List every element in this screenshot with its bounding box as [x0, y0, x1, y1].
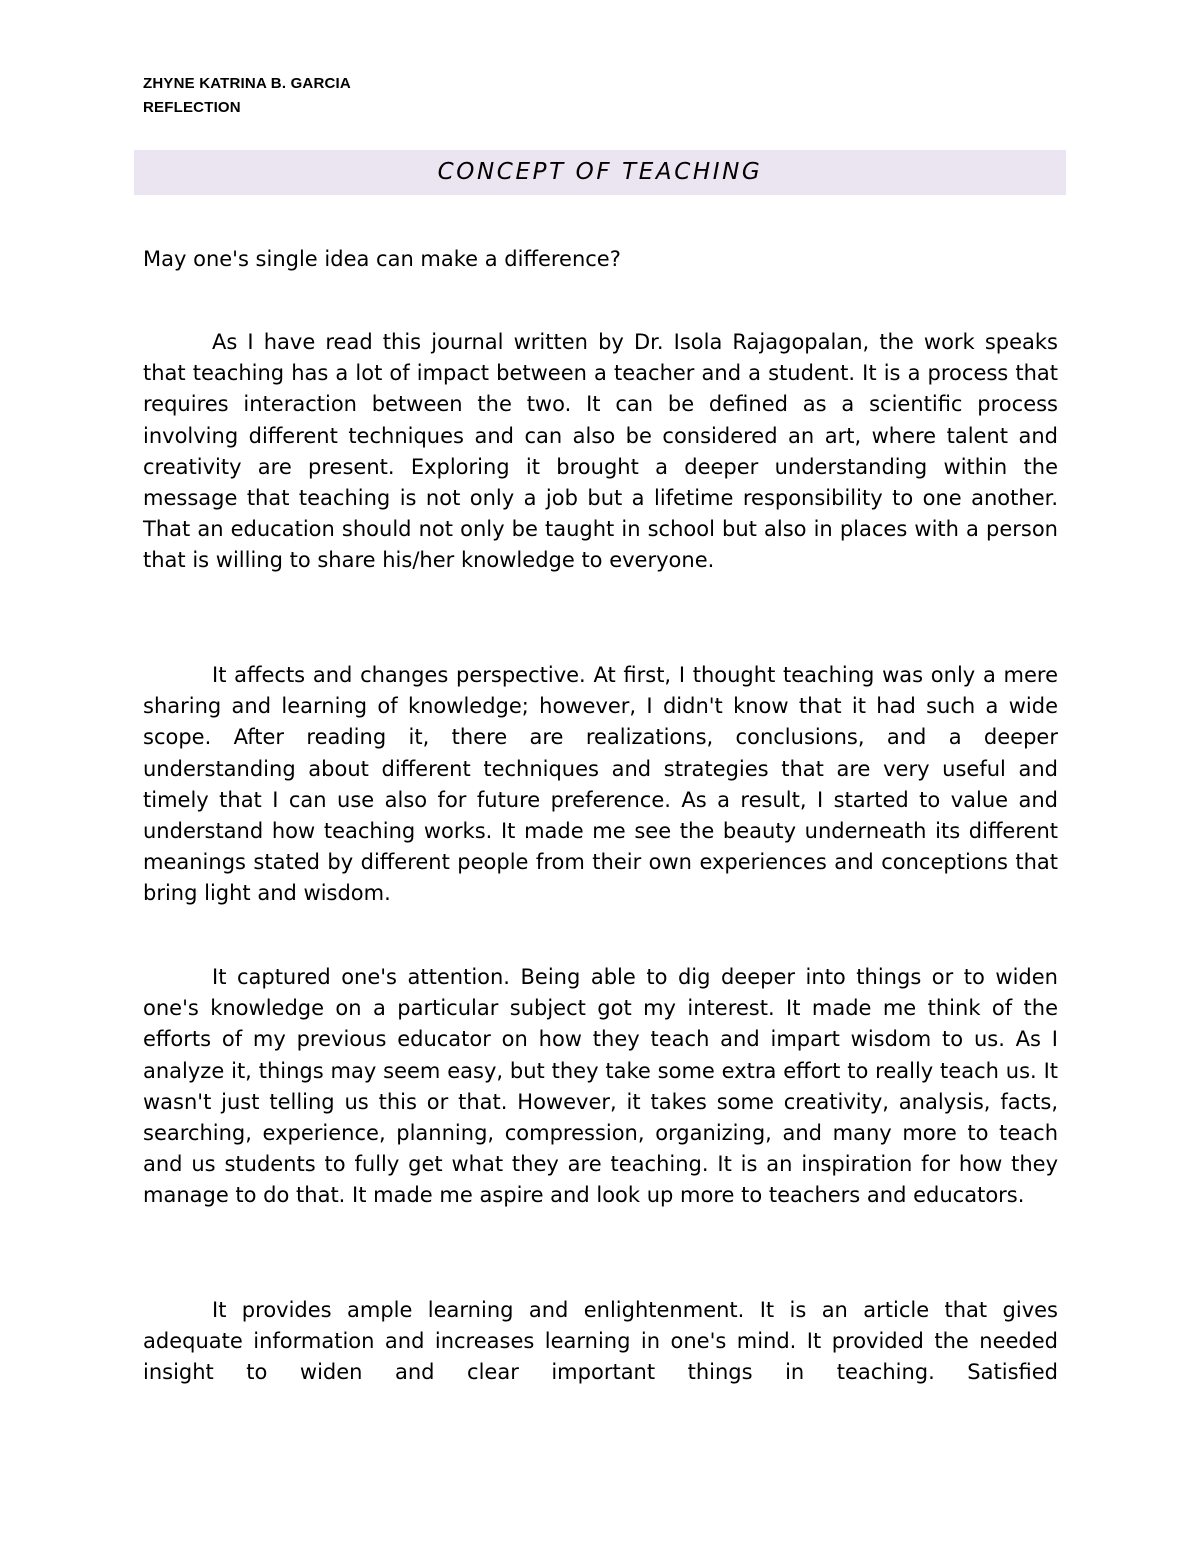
document-type-label: REFLECTION — [143, 99, 241, 116]
document-title: CONCEPT OF TEACHING — [437, 159, 763, 185]
body-paragraph-4: It provides ample learning and enlightenment. It is an article that gives adequate information and increases learning in one's mind. It provided the needed insight to widen and clear important things in teaching. Satisfied — [143, 1298, 1058, 1385]
body-paragraph-1: As I have read this journal written by Dr. Isola Rajagopalan, the work speaks that teaching has a lot of impact between a teacher and a student. It is a process that requires interaction between the two. It can be defined as a scientific process involving different techniques and can also be considered an art, where talent and creativity are present. Exploring it brought a deeper understanding within the message that teaching is not only a job but a lifetime responsibility to one another. That an education should not only be taught in school but also in places with a person that is willing to share his/her knowledge to everyone. — [143, 330, 1058, 573]
body-paragraph-2: It affects and changes perspective. At first, I thought teaching was only a mere sharing and learning of knowledge; however, I didn't know that it had such a wide scope. After reading it, there are realizations, conclusions, and a deeper understanding about different techniques and strategies that are very useful and timely that I can use also for future preference. As a result, I started to value and understand how teaching works. It made me see the beauty underneath its different meanings stated by different people from their own experiences and conceptions that bring light and wisdom. — [143, 663, 1058, 906]
author-name: ZHYNE KATRINA B. GARCIA — [143, 75, 351, 92]
opening-question: May one's single idea can make a difference? — [143, 247, 621, 271]
body-paragraph-3: It captured one's attention. Being able to dig deeper into things or to widen one's knowledge on a particular subject got my interest. It made me think of the efforts of my previous educator on how they teach and impart wisdom to us. As I analyze it, things may seem easy, but they take some extra effort to really teach us. It wasn't just telling us this or that. However, it takes some creativity, analysis, facts, searching, experience, planning, compression, organizing, and many more to teach and us students to fully get what they are teaching. It is an inspiration for how they manage to do that. It made me aspire and look up more to teachers and educators. — [143, 965, 1058, 1208]
title-banner — [134, 150, 1066, 195]
